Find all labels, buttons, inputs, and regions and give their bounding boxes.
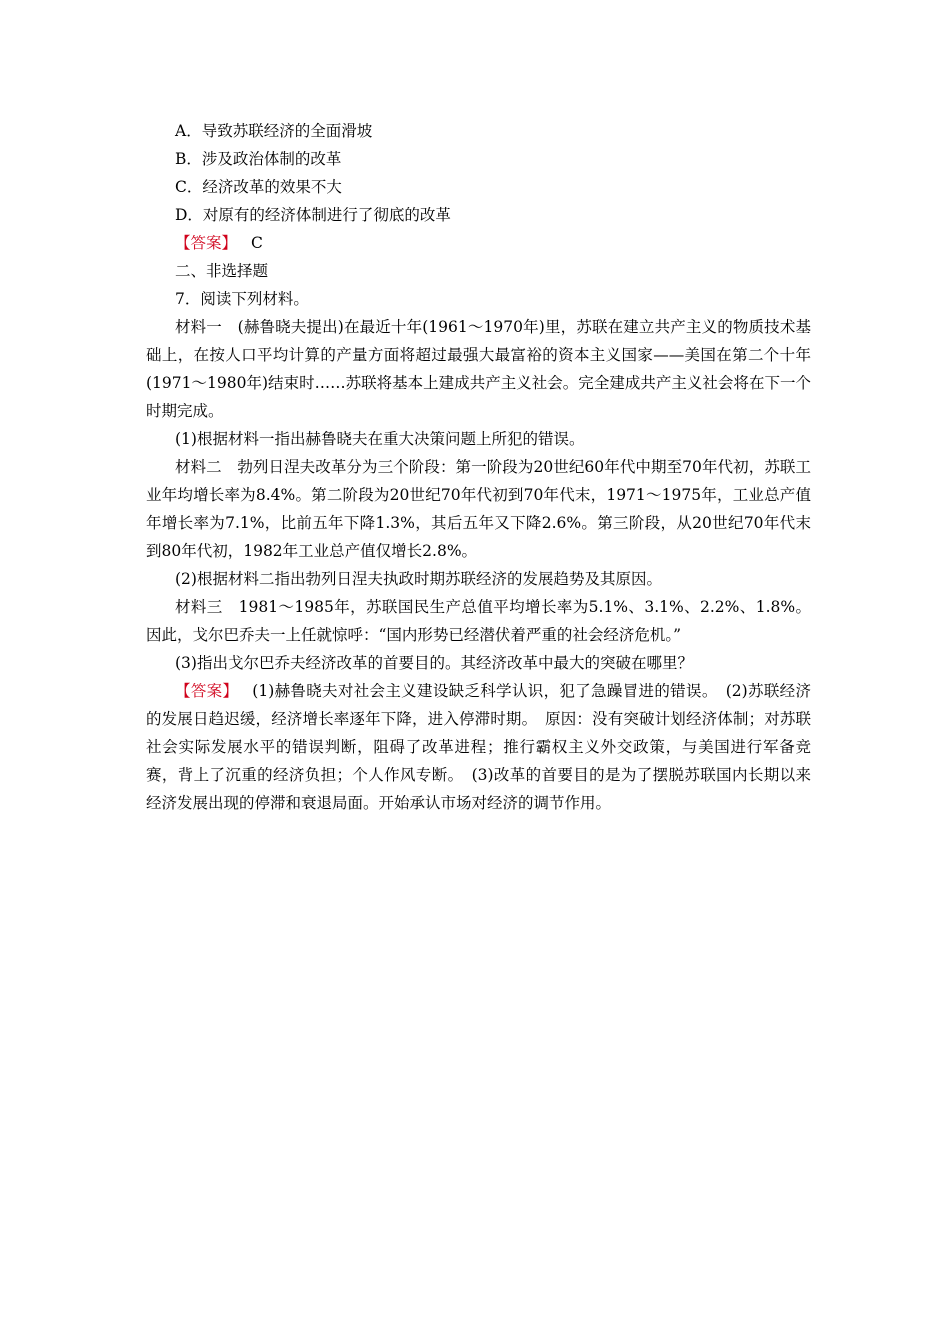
answer-7 xyxy=(146,677,811,817)
option-a: A．导致苏联经济的全面滑坡 xyxy=(175,122,373,140)
option-d: D．对原有的经济体制进行了彻底的改革 xyxy=(175,206,451,224)
material-3: 材料三 1981～1985年，苏联国民生产总值平均增长率为5.1%、3.1%、2.2%、1.8%。因此，戈尔巴乔夫一上任就惊呼：“国内形势已经潜伏着严重的社会经济危机。” xyxy=(146,598,811,644)
answer-6 xyxy=(146,229,811,257)
option-b: B．涉及政治体制的改革 xyxy=(175,150,342,168)
answer-tag: 【答案】 xyxy=(175,234,238,252)
material-2: 材料二 勃列日涅夫改革分为三个阶段：第一阶段为20世纪60年代中期至70年代初，苏联工业年均增长率为8.4%。第二阶段为20世纪70年代初到70年代末，1971～1975年，工业总产值年增长率为7.1%，比前五年下降1.3%，其后五年又下降2.6%。第三阶段，从20世纪70年代末到80年代初，1982年工业总产值仅增长2.8%。 xyxy=(146,458,811,560)
question-3: (3)指出戈尔巴乔夫经济改革的首要目的。其经济改革中最大的突破在哪里？ xyxy=(175,654,693,672)
option-c: C．经济改革的效果不大 xyxy=(175,178,342,196)
answer-tag: 【答案】 xyxy=(175,682,239,700)
document-page xyxy=(146,117,811,817)
answer-7-text: (1)赫鲁晓夫对社会主义建设缺乏科学认识，犯了急躁冒进的错误。 (2)苏联经济的发展日趋迟缓，经济增长率逐年下降，进入停滞时期。 原因：没有突破计划经济体制；对苏联社会实际发展水平的错误判断，阻碍了改革进程；推行霸权主义外交政策，与美国进行军备竞赛，背上了沉重的经济负担；个人作风专断。 (3)改革的首要目的是为了摆脱苏联国内长期以来经济发展出现的停滞和衰退局面。开始承认市场对经济的调节作用。 xyxy=(146,682,811,812)
question-2: (2)根据材料二指出勃列日涅夫执政时期苏联经济的发展趋势及其原因。 xyxy=(175,570,662,588)
question-7-intro: 7．阅读下列材料。 xyxy=(175,290,309,308)
answer-value: C xyxy=(251,234,263,252)
question-1: (1)根据材料一指出赫鲁晓夫在重大决策问题上所犯的错误。 xyxy=(175,430,585,448)
section-title: 二、非选择题 xyxy=(175,262,269,280)
material-1: 材料一 (赫鲁晓夫提出)在最近十年(1961～1970年)里，苏联在建立共产主义的物质技术基础上，在按人口平均计算的产量方面将超过最强大最富裕的资本主义国家——美国在第二个十年(1971～1980年)结束时……苏联将基本上建成共产主义社会。完全建成共产主义社会将在下一个时期完成。 xyxy=(146,318,811,420)
